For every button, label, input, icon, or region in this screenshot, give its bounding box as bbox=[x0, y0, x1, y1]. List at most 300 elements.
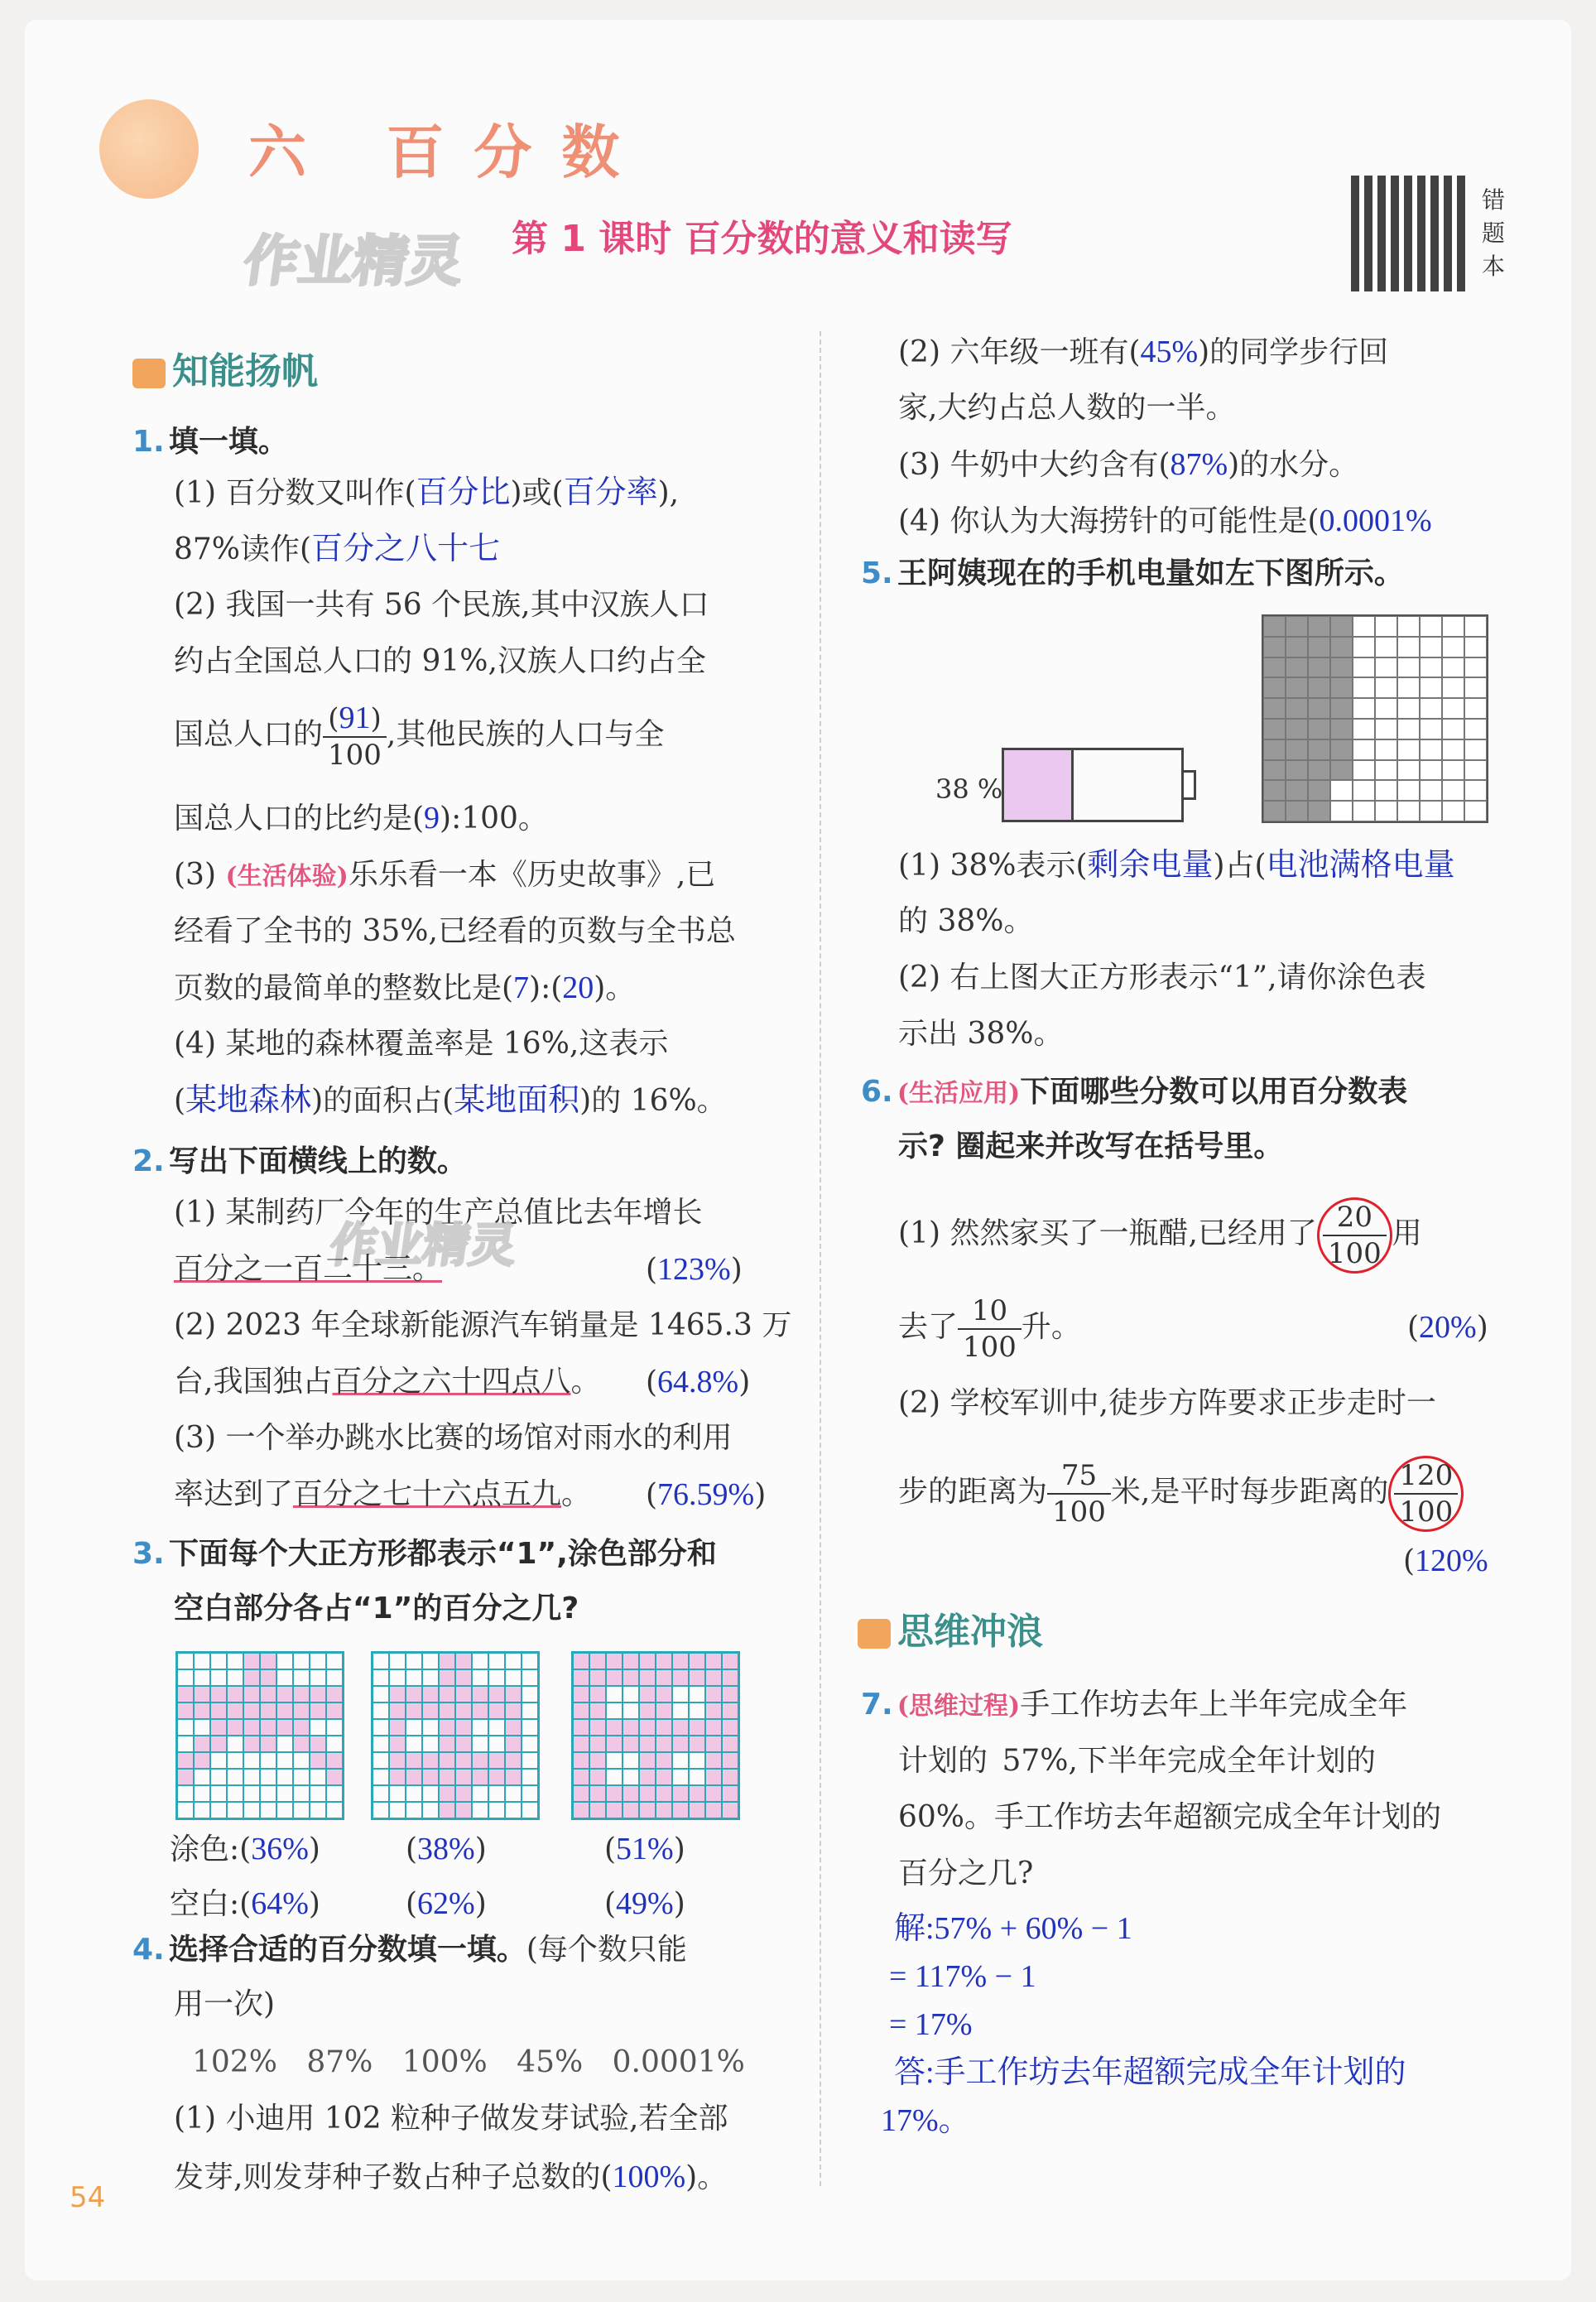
q4-line6: (4) 你认为大海捞针的可能性是(0.0001% bbox=[898, 503, 1432, 538]
q1-line2: 87%读作(百分之八十七 bbox=[174, 532, 501, 566]
grid-cell bbox=[672, 1686, 689, 1702]
q1-line3: (2) 我国一共有 56 个民族,其中汉族人口 bbox=[174, 588, 709, 622]
grid-cell bbox=[373, 1653, 389, 1669]
grid-cell bbox=[1375, 677, 1397, 698]
q5-line3: (2) 右上图大正方形表示“1”,请你涂色表 bbox=[898, 961, 1426, 994]
grid-cell bbox=[589, 1719, 606, 1736]
grid-cell bbox=[310, 1785, 326, 1802]
grid-cell bbox=[177, 1719, 194, 1736]
grid-cell bbox=[672, 1702, 689, 1719]
grid-cell bbox=[1353, 657, 1375, 678]
grid-cell bbox=[488, 1702, 505, 1719]
grid-cell bbox=[1308, 657, 1330, 678]
grid-cell bbox=[260, 1736, 276, 1752]
grid-cell bbox=[689, 1653, 705, 1669]
grid-cell bbox=[522, 1719, 538, 1736]
grid-cell bbox=[177, 1669, 194, 1686]
grid-cell bbox=[1286, 801, 1308, 821]
q2-answer1: (123%) bbox=[646, 1252, 743, 1287]
grid-cell bbox=[589, 1802, 606, 1818]
grid-cell bbox=[326, 1719, 343, 1736]
grid-cell bbox=[1464, 616, 1487, 637]
q2-answer3: (76.59%) bbox=[646, 1477, 767, 1512]
grid-cell bbox=[243, 1802, 260, 1818]
grid-cell bbox=[606, 1686, 623, 1702]
grid-cell bbox=[276, 1752, 293, 1769]
grid-cell bbox=[243, 1736, 260, 1752]
grid-cell bbox=[373, 1702, 389, 1719]
grid-cell bbox=[1330, 739, 1353, 760]
q6-title-line2: 示? 圈起来并改写在括号里。 bbox=[898, 1129, 1284, 1163]
grid-cell bbox=[310, 1669, 326, 1686]
grid-cell bbox=[406, 1769, 422, 1785]
grid-cell bbox=[1420, 616, 1442, 637]
grid-cell bbox=[606, 1653, 623, 1669]
grid-cell bbox=[573, 1719, 589, 1736]
grid-cell bbox=[243, 1669, 260, 1686]
grid-cell bbox=[310, 1653, 326, 1669]
grid-cell bbox=[705, 1686, 722, 1702]
grid-cell bbox=[589, 1736, 606, 1752]
grid-cell bbox=[422, 1802, 439, 1818]
q2-line1: (1) 某制药厂今年的生产总值比去年增长 bbox=[174, 1196, 703, 1230]
grid-cell bbox=[1263, 677, 1286, 698]
grid-cell bbox=[310, 1686, 326, 1702]
q7-line2: 计划的 57%,下半年完成全年计划的 bbox=[898, 1744, 1376, 1778]
grid-cell bbox=[589, 1686, 606, 1702]
grid-cell bbox=[1442, 677, 1464, 698]
grid-cell bbox=[1464, 677, 1487, 698]
q4-line4: 家,大约占总人数的一半。 bbox=[898, 391, 1236, 425]
grid-cell bbox=[227, 1752, 243, 1769]
fraction-10-100: $\frac{10}{100}$ bbox=[958, 1293, 1022, 1365]
grid-cell bbox=[1308, 780, 1330, 801]
q3-shaded-3: (51%) bbox=[604, 1832, 685, 1866]
grid-cell bbox=[389, 1769, 406, 1785]
grid-cell bbox=[1330, 760, 1353, 781]
grid-cell bbox=[1263, 637, 1286, 657]
grid-cell bbox=[722, 1669, 738, 1686]
battery-fill bbox=[1004, 750, 1074, 820]
grid-cell bbox=[406, 1802, 422, 1818]
grid-cell bbox=[455, 1802, 472, 1818]
grid-cell bbox=[439, 1769, 455, 1785]
grid-cell bbox=[1286, 719, 1308, 739]
grid-cell bbox=[1330, 780, 1353, 801]
grid-cell bbox=[623, 1736, 639, 1752]
grid-cell bbox=[1330, 719, 1353, 739]
grid-cell bbox=[1263, 801, 1286, 821]
flag-icon bbox=[132, 359, 166, 388]
grid-cell bbox=[310, 1752, 326, 1769]
q4-line1: (1) 小迪用 102 粒种子做发芽试验,若全部 bbox=[174, 2102, 728, 2136]
grid-cell bbox=[505, 1802, 522, 1818]
grid-cell bbox=[1464, 637, 1487, 657]
grid-cell bbox=[210, 1686, 227, 1702]
grid-cell bbox=[505, 1653, 522, 1669]
grid-cell bbox=[522, 1686, 538, 1702]
grid-cell bbox=[689, 1669, 705, 1686]
column-divider bbox=[820, 331, 821, 2186]
grid-cell bbox=[505, 1702, 522, 1719]
grid-cell bbox=[1442, 780, 1464, 801]
grid-cell bbox=[243, 1686, 260, 1702]
grid-cell bbox=[389, 1719, 406, 1736]
q2-answer2: (64.8%) bbox=[646, 1365, 751, 1399]
grid-cell bbox=[439, 1702, 455, 1719]
grid-cell bbox=[472, 1752, 488, 1769]
grid-cell bbox=[373, 1802, 389, 1818]
q3-title-line2: 空白部分各占“1”的百分之几? bbox=[174, 1592, 579, 1625]
grid-cell bbox=[194, 1719, 210, 1736]
wave-icon bbox=[858, 1619, 891, 1649]
grid-cell bbox=[310, 1802, 326, 1818]
q2-line6: 率达到了百分之七十六点五九。 bbox=[174, 1477, 592, 1511]
grid-cell bbox=[505, 1686, 522, 1702]
grid-cell bbox=[656, 1736, 672, 1752]
grid-cell bbox=[672, 1785, 689, 1802]
q2-line5: (3) 一个举办跳水比赛的场馆对雨水的利用 bbox=[174, 1421, 733, 1455]
grid-cell bbox=[422, 1752, 439, 1769]
grid-cell bbox=[656, 1686, 672, 1702]
grid-cell bbox=[689, 1736, 705, 1752]
grid-cell bbox=[639, 1736, 656, 1752]
q2-line3: (2) 2023 年全球新能源汽车销量是 1465.3 万 bbox=[174, 1308, 792, 1342]
grid-cell bbox=[422, 1785, 439, 1802]
grid-cell bbox=[455, 1785, 472, 1802]
grid-cell bbox=[522, 1752, 538, 1769]
grid-cell bbox=[293, 1719, 310, 1736]
grid-cell bbox=[1308, 637, 1330, 657]
grid-cell bbox=[389, 1653, 406, 1669]
grid-cell bbox=[326, 1686, 343, 1702]
grid-da bbox=[175, 1651, 344, 1820]
grid-cell bbox=[1442, 739, 1464, 760]
q6-line3: (2) 学校军训中,徒步方阵要求正步走时一 bbox=[898, 1386, 1436, 1420]
grid-cell bbox=[623, 1769, 639, 1785]
grid-cell bbox=[260, 1669, 276, 1686]
grid-cell bbox=[505, 1669, 522, 1686]
grid-cell bbox=[1397, 677, 1420, 698]
grid-cell bbox=[276, 1736, 293, 1752]
grid-cell bbox=[1464, 760, 1487, 781]
grid-cell bbox=[722, 1802, 738, 1818]
grid-cell bbox=[455, 1736, 472, 1752]
q3-blank-row: 空白:(64%) bbox=[170, 1886, 320, 1921]
grid-cell bbox=[210, 1653, 227, 1669]
grid-cell bbox=[1420, 698, 1442, 719]
grid-cell bbox=[439, 1802, 455, 1818]
question-1: 1. 填一填。 bbox=[132, 425, 288, 459]
grid-cell bbox=[1397, 719, 1420, 739]
grid-cell bbox=[1353, 677, 1375, 698]
grid-cell bbox=[1442, 657, 1464, 678]
grid-cell bbox=[406, 1686, 422, 1702]
grid-cell bbox=[488, 1686, 505, 1702]
grid-cell bbox=[1442, 719, 1464, 739]
grid-cell bbox=[177, 1686, 194, 1702]
grid-cell bbox=[227, 1686, 243, 1702]
grid-cell bbox=[488, 1752, 505, 1769]
grid-cell bbox=[1442, 637, 1464, 657]
grid-cell bbox=[1375, 698, 1397, 719]
grid-cell bbox=[1263, 657, 1286, 678]
question-5: 5. 王阿姨现在的手机电量如左下图所示。 bbox=[861, 556, 1404, 590]
grid-cell bbox=[406, 1669, 422, 1686]
question-3: 3. 下面每个大正方形都表示“1”,涂色部分和 bbox=[132, 1537, 717, 1571]
grid-cell bbox=[194, 1736, 210, 1752]
grid-cell bbox=[389, 1752, 406, 1769]
grid-cell bbox=[260, 1702, 276, 1719]
grid-cell bbox=[1397, 657, 1420, 678]
grid-cell bbox=[1420, 657, 1442, 678]
grid-100 bbox=[1262, 614, 1488, 823]
grid-cell bbox=[589, 1702, 606, 1719]
grid-cell bbox=[606, 1719, 623, 1736]
solution-line3: = 17% bbox=[889, 2007, 973, 2042]
watermark-top: 作业精灵 bbox=[239, 229, 468, 293]
grid-cell bbox=[194, 1702, 210, 1719]
grid-cell bbox=[606, 1752, 623, 1769]
battery-terminal bbox=[1181, 770, 1196, 800]
grid-cell bbox=[505, 1736, 522, 1752]
grid-cell bbox=[210, 1785, 227, 1802]
grid-cell bbox=[1375, 760, 1397, 781]
grid-cell bbox=[210, 1702, 227, 1719]
grid-cell bbox=[573, 1736, 589, 1752]
grid-cell bbox=[260, 1653, 276, 1669]
grid-cell bbox=[705, 1719, 722, 1736]
q4-line3: (2) 六年级一班有(45%)的同学步行回 bbox=[898, 335, 1389, 369]
grid-cell bbox=[1420, 739, 1442, 760]
grid-cell bbox=[1353, 719, 1375, 739]
grid-cell bbox=[505, 1752, 522, 1769]
grid-cell bbox=[177, 1752, 194, 1769]
grid-cell bbox=[472, 1669, 488, 1686]
grid-cell bbox=[1263, 698, 1286, 719]
grid-cell bbox=[1286, 760, 1308, 781]
grid-cell bbox=[1397, 801, 1420, 821]
grid-cell bbox=[373, 1686, 389, 1702]
grid-cell bbox=[406, 1719, 422, 1736]
grid-cell bbox=[606, 1769, 623, 1785]
grid-cell bbox=[373, 1752, 389, 1769]
grid-cell bbox=[1286, 677, 1308, 698]
grid-cell bbox=[1353, 760, 1375, 781]
q1-line8: 经看了全书的 35%,已经看的页数与全书总 bbox=[174, 914, 736, 948]
grid-cell bbox=[227, 1736, 243, 1752]
fraction-91-100: $\frac{(91)}{100}$ bbox=[323, 701, 387, 773]
grid-cell bbox=[589, 1669, 606, 1686]
grid-cell bbox=[406, 1752, 422, 1769]
grid-cell bbox=[656, 1769, 672, 1785]
grid-cell bbox=[472, 1702, 488, 1719]
grid-cell bbox=[1263, 616, 1286, 637]
grid-cell bbox=[1442, 801, 1464, 821]
grid-cell bbox=[1397, 698, 1420, 719]
grid-cell bbox=[472, 1802, 488, 1818]
q3-blank-2: (62%) bbox=[406, 1886, 487, 1921]
grid-cell bbox=[522, 1669, 538, 1686]
grid-cell bbox=[522, 1653, 538, 1669]
grid-cell bbox=[243, 1702, 260, 1719]
grid-cell bbox=[310, 1769, 326, 1785]
fraction-75-100: $\frac{75}{100}$ bbox=[1047, 1458, 1111, 1529]
grid-cell bbox=[1286, 657, 1308, 678]
grid-cell bbox=[260, 1686, 276, 1702]
grid-cell bbox=[689, 1686, 705, 1702]
grid-cell bbox=[472, 1719, 488, 1736]
grid-cell bbox=[293, 1669, 310, 1686]
grid-cell bbox=[623, 1802, 639, 1818]
grid-cell bbox=[1464, 657, 1487, 678]
grid-cell bbox=[639, 1702, 656, 1719]
grid-cell bbox=[310, 1736, 326, 1752]
grid-cell bbox=[406, 1653, 422, 1669]
grid-cell bbox=[722, 1736, 738, 1752]
page-number: 54 bbox=[70, 2181, 106, 2214]
grid-cell bbox=[589, 1752, 606, 1769]
grid-cell bbox=[1286, 780, 1308, 801]
grid-cell bbox=[573, 1702, 589, 1719]
battery-label: 38 % bbox=[935, 773, 1003, 805]
grid-cell bbox=[293, 1686, 310, 1702]
q6-line1: (1) 然然家买了一瓶醋,已经用了 $\frac{20}{100}$ 用 bbox=[898, 1197, 1422, 1274]
grid-cell bbox=[1397, 780, 1420, 801]
qr-code[interactable] bbox=[1351, 176, 1467, 291]
grid-cell bbox=[639, 1802, 656, 1818]
grid-cell bbox=[1420, 677, 1442, 698]
grid-cell bbox=[1308, 698, 1330, 719]
grid-cell bbox=[1397, 616, 1420, 637]
grid-cell bbox=[293, 1736, 310, 1752]
grid-cell bbox=[406, 1702, 422, 1719]
grid-cell bbox=[177, 1653, 194, 1669]
grid-cell bbox=[639, 1785, 656, 1802]
grid-cell bbox=[243, 1719, 260, 1736]
watermark-mid: 作业精灵 bbox=[326, 1219, 520, 1273]
grid-cell bbox=[522, 1736, 538, 1752]
grid-cell bbox=[722, 1686, 738, 1702]
grid-cell bbox=[455, 1769, 472, 1785]
grid-cell bbox=[1420, 637, 1442, 657]
grid-cell bbox=[672, 1752, 689, 1769]
grid-cell bbox=[1375, 739, 1397, 760]
q4-options: 102% 87% 100% 45% 0.0001% bbox=[192, 2045, 745, 2079]
grid-cell bbox=[194, 1802, 210, 1818]
grid-cell bbox=[326, 1769, 343, 1785]
solution-line1: 解:57% + 60% − 1 bbox=[894, 1911, 1132, 1946]
q7-line3: 60%。手工作坊去年超额完成全年计划的 bbox=[898, 1800, 1442, 1834]
grid-cell bbox=[606, 1785, 623, 1802]
grid-cell bbox=[1353, 637, 1375, 657]
solution-line4: 答:手工作坊去年超额完成全年计划的 bbox=[894, 2055, 1406, 2090]
grid-cell bbox=[472, 1686, 488, 1702]
grid-cell bbox=[310, 1719, 326, 1736]
grid-cell bbox=[1464, 719, 1487, 739]
grid-cell bbox=[672, 1669, 689, 1686]
grid-cell bbox=[488, 1802, 505, 1818]
grid-cell bbox=[422, 1702, 439, 1719]
q5-line4: 示出 38%。 bbox=[898, 1017, 1064, 1051]
grid-cell bbox=[1442, 760, 1464, 781]
fraction-120-100-circled: $\frac{120}{100}$ bbox=[1388, 1456, 1464, 1532]
grid-cell bbox=[210, 1736, 227, 1752]
grid-cell bbox=[639, 1669, 656, 1686]
grid-cell bbox=[293, 1785, 310, 1802]
grid-cell bbox=[455, 1719, 472, 1736]
grid-cell bbox=[373, 1785, 389, 1802]
grid-cell bbox=[1375, 780, 1397, 801]
grid-cell bbox=[310, 1702, 326, 1719]
grid-cell bbox=[672, 1769, 689, 1785]
grid-cell bbox=[672, 1719, 689, 1736]
grid-cell bbox=[276, 1785, 293, 1802]
q1-line11: (某地森林)的面积占(某地面积)的 16%。 bbox=[174, 1083, 727, 1118]
grid-cell bbox=[455, 1669, 472, 1686]
grid-cell bbox=[522, 1802, 538, 1818]
qr-label: 错题本 bbox=[1482, 186, 1506, 280]
grid-cell bbox=[656, 1785, 672, 1802]
q2-line4: 台,我国独占百分之六十四点八。 bbox=[174, 1365, 601, 1399]
grid-cell bbox=[672, 1802, 689, 1818]
grid-cell bbox=[293, 1769, 310, 1785]
grid-cell bbox=[1353, 616, 1375, 637]
grid-cell bbox=[505, 1769, 522, 1785]
grid-cell bbox=[639, 1686, 656, 1702]
grid-cell bbox=[1420, 719, 1442, 739]
grid-cell bbox=[573, 1752, 589, 1769]
grid-cell bbox=[227, 1802, 243, 1818]
grid-cell bbox=[326, 1653, 343, 1669]
question-2: 2. 写出下面横线上的数。 bbox=[132, 1144, 467, 1178]
grid-cell bbox=[488, 1653, 505, 1669]
grid-cell bbox=[623, 1719, 639, 1736]
grid-cell bbox=[406, 1736, 422, 1752]
grid-cell bbox=[210, 1802, 227, 1818]
grid-cell bbox=[276, 1653, 293, 1669]
grid-cell bbox=[1375, 801, 1397, 821]
grid-cell bbox=[422, 1736, 439, 1752]
grid-cell bbox=[573, 1802, 589, 1818]
grid-cell bbox=[472, 1653, 488, 1669]
unit-title: 六 百分数 bbox=[248, 118, 650, 186]
grid-cell bbox=[389, 1802, 406, 1818]
grid-cell bbox=[1397, 739, 1420, 760]
grid-cell bbox=[422, 1669, 439, 1686]
grid-cell bbox=[373, 1736, 389, 1752]
grid-cell bbox=[606, 1802, 623, 1818]
grid-cell bbox=[1308, 801, 1330, 821]
grid-cell bbox=[1286, 616, 1308, 637]
grid-cell bbox=[422, 1686, 439, 1702]
grid-cell bbox=[389, 1702, 406, 1719]
grid-cell bbox=[439, 1669, 455, 1686]
grid-cell bbox=[276, 1769, 293, 1785]
grid-cell bbox=[705, 1653, 722, 1669]
grid-cell bbox=[722, 1653, 738, 1669]
grid-cell bbox=[1420, 801, 1442, 821]
grid-cell bbox=[488, 1769, 505, 1785]
grid-cell bbox=[210, 1719, 227, 1736]
grid-cell bbox=[1464, 698, 1487, 719]
grid-cell bbox=[656, 1802, 672, 1818]
grid-cell bbox=[656, 1653, 672, 1669]
q4-note2: 用一次) bbox=[174, 1987, 276, 2021]
q1-line5: 国总人口的 $\frac{(91)}{100}$ ,其他民族的人口与全 bbox=[174, 701, 665, 772]
grid-cell bbox=[623, 1653, 639, 1669]
q5-line1: (1) 38%表示(剩余电量)占(电池满格电量 bbox=[898, 848, 1455, 883]
